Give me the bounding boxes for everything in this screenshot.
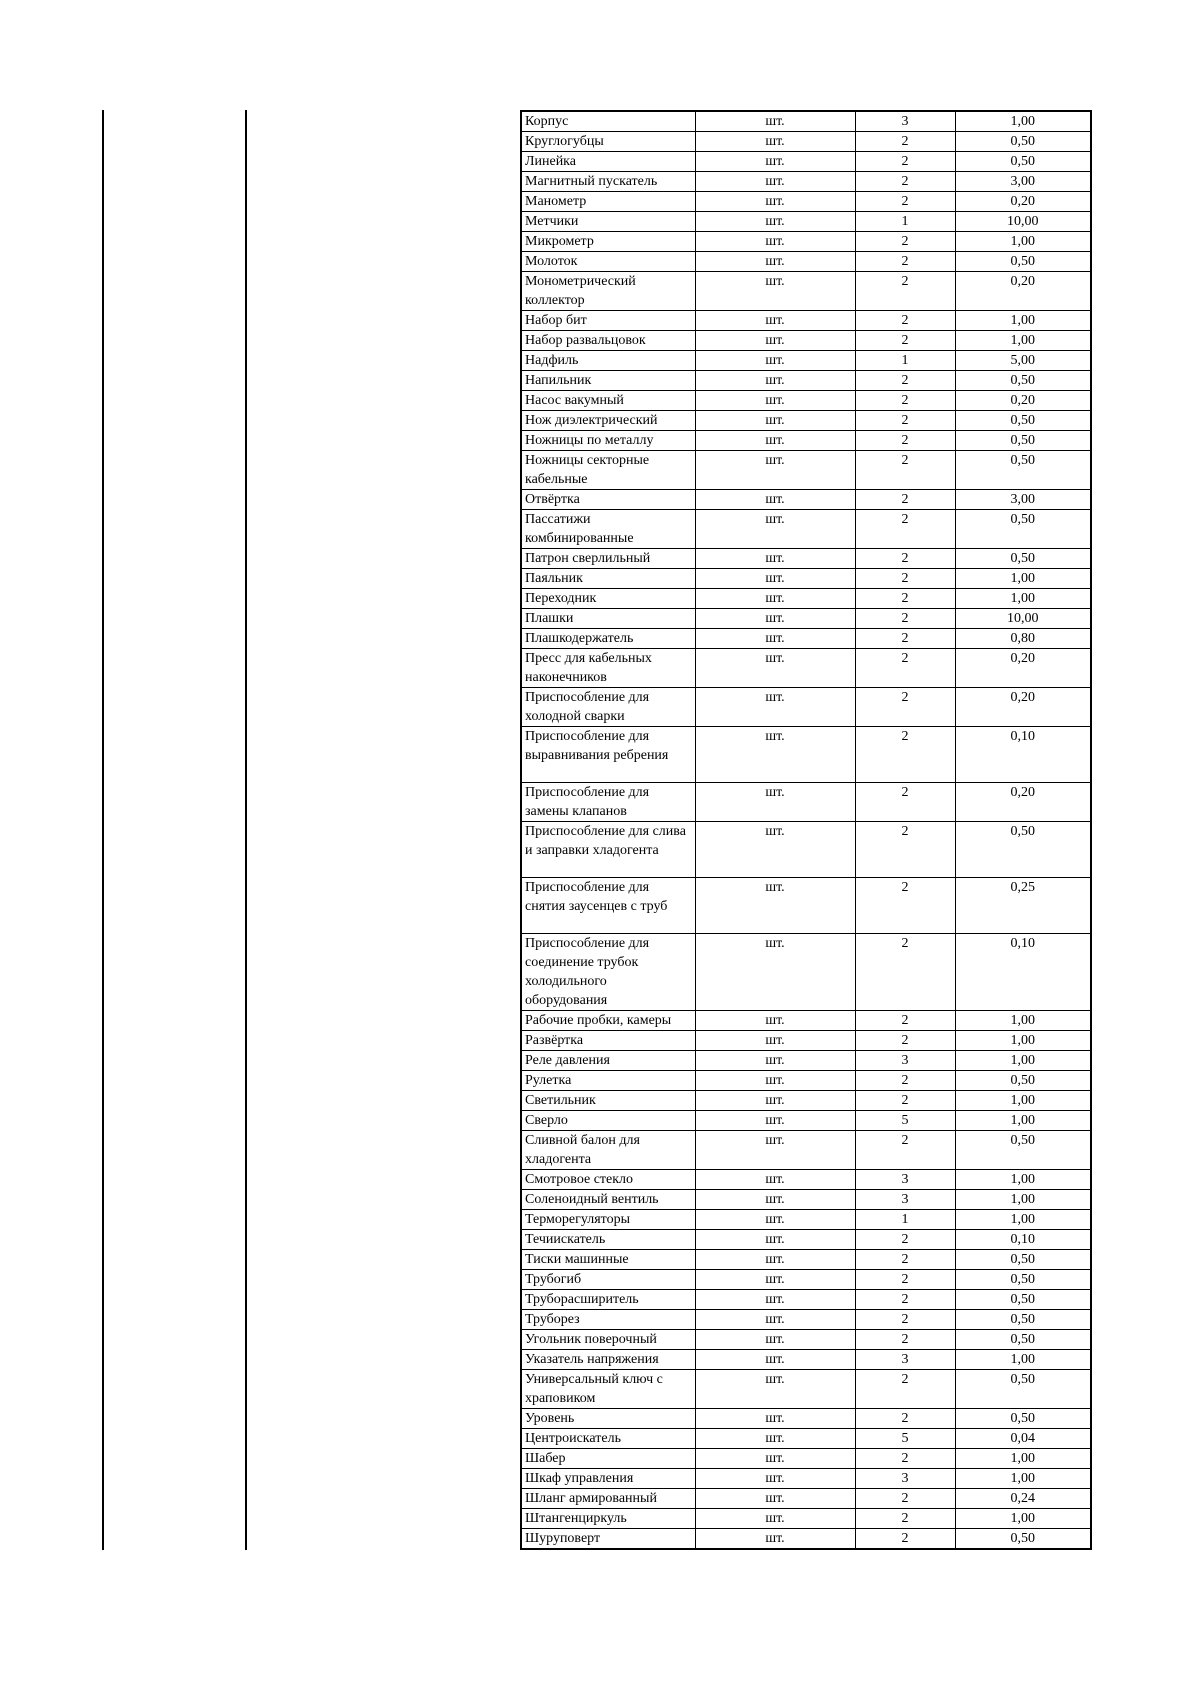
value-cell: 1,00: [955, 1469, 1091, 1489]
quantity-cell: 2: [855, 1270, 955, 1290]
unit-cell: шт.: [695, 934, 855, 1011]
item-name-cell: Угольник поверочный: [521, 1330, 695, 1350]
value-cell: 0,50: [955, 1290, 1091, 1310]
quantity-cell: 2: [855, 569, 955, 589]
value-cell: 1,00: [955, 1190, 1091, 1210]
unit-cell: шт.: [695, 688, 855, 727]
unit-cell: шт.: [695, 1031, 855, 1051]
equipment-table-body: [521, 111, 1091, 1549]
value-cell: 1,00: [955, 331, 1091, 351]
table-row: [521, 371, 1091, 391]
unit-cell: шт.: [695, 1051, 855, 1071]
table-row: [521, 1091, 1091, 1111]
value-cell: 0,20: [955, 783, 1091, 822]
quantity-cell: 2: [855, 1091, 955, 1111]
unit-cell: шт.: [695, 1210, 855, 1230]
value-cell: 1,00: [955, 111, 1091, 132]
quantity-cell: 2: [855, 411, 955, 431]
value-cell: 0,80: [955, 629, 1091, 649]
table-row: [521, 688, 1091, 727]
item-name-cell: Пресс для кабельных наконечников: [521, 649, 695, 688]
item-name-cell: Нож диэлектрический: [521, 411, 695, 431]
value-cell: 1,00: [955, 232, 1091, 252]
quantity-cell: 2: [855, 152, 955, 172]
item-name-cell: Приспособление для снятия заусенцев с труб: [521, 878, 695, 934]
unit-cell: шт.: [695, 252, 855, 272]
table-left-border: [102, 110, 104, 1550]
quantity-cell: 2: [855, 1071, 955, 1091]
quantity-cell: 2: [855, 727, 955, 783]
item-name-cell: Развёртка: [521, 1031, 695, 1051]
table-row: [521, 1489, 1091, 1509]
item-name-cell: Приспособление для замены клапанов: [521, 783, 695, 822]
quantity-cell: 2: [855, 649, 955, 688]
unit-cell: шт.: [695, 172, 855, 192]
table-row: [521, 1290, 1091, 1310]
quantity-cell: 2: [855, 589, 955, 609]
value-cell: 1,00: [955, 1170, 1091, 1190]
table-row: [521, 351, 1091, 371]
unit-cell: шт.: [695, 1469, 855, 1489]
value-cell: 1,00: [955, 1051, 1091, 1071]
quantity-cell: 2: [855, 1509, 955, 1529]
table-row: [521, 192, 1091, 212]
table-row: [521, 1330, 1091, 1350]
quantity-cell: 1: [855, 351, 955, 371]
unit-cell: шт.: [695, 1230, 855, 1250]
unit-cell: шт.: [695, 351, 855, 371]
value-cell: 0,50: [955, 1330, 1091, 1350]
item-name-cell: Течиискатель: [521, 1230, 695, 1250]
unit-cell: шт.: [695, 451, 855, 490]
value-cell: 0,50: [955, 431, 1091, 451]
value-cell: 0,50: [955, 132, 1091, 152]
table-row: [521, 490, 1091, 510]
item-name-cell: Труборасширитель: [521, 1290, 695, 1310]
table-row: [521, 569, 1091, 589]
quantity-cell: 2: [855, 688, 955, 727]
quantity-cell: 2: [855, 232, 955, 252]
unit-cell: шт.: [695, 1131, 855, 1170]
value-cell: 0,50: [955, 371, 1091, 391]
value-cell: 0,50: [955, 1270, 1091, 1290]
item-name-cell: Приспособление для выравнивания ребрения: [521, 727, 695, 783]
unit-cell: шт.: [695, 431, 855, 451]
item-name-cell: Центроискатель: [521, 1429, 695, 1449]
unit-cell: шт.: [695, 1509, 855, 1529]
unit-cell: шт.: [695, 1529, 855, 1550]
item-name-cell: Сверло: [521, 1111, 695, 1131]
unit-cell: шт.: [695, 1170, 855, 1190]
item-name-cell: Уровень: [521, 1409, 695, 1429]
quantity-cell: 2: [855, 331, 955, 351]
table-row: [521, 510, 1091, 549]
unit-cell: шт.: [695, 212, 855, 232]
quantity-cell: 3: [855, 1469, 955, 1489]
table-row: [521, 391, 1091, 411]
table-row: [521, 1071, 1091, 1091]
unit-cell: шт.: [695, 192, 855, 212]
table-row: [521, 934, 1091, 1011]
item-name-cell: Шкаф управления: [521, 1469, 695, 1489]
quantity-cell: 2: [855, 878, 955, 934]
item-name-cell: Магнитный пускатель: [521, 172, 695, 192]
quantity-cell: 2: [855, 1529, 955, 1550]
unit-cell: шт.: [695, 1270, 855, 1290]
item-name-cell: Молоток: [521, 252, 695, 272]
unit-cell: шт.: [695, 331, 855, 351]
table-row: [521, 1250, 1091, 1270]
table-row: [521, 1509, 1091, 1529]
quantity-cell: 2: [855, 1131, 955, 1170]
item-name-cell: Насос вакумный: [521, 391, 695, 411]
value-cell: 1,00: [955, 1011, 1091, 1031]
value-cell: 1,00: [955, 1449, 1091, 1469]
value-cell: 0,10: [955, 727, 1091, 783]
unit-cell: шт.: [695, 1449, 855, 1469]
unit-cell: шт.: [695, 1071, 855, 1091]
quantity-cell: 2: [855, 1489, 955, 1509]
value-cell: 0,50: [955, 510, 1091, 549]
value-cell: 5,00: [955, 351, 1091, 371]
item-name-cell: Соленоидный вентиль: [521, 1190, 695, 1210]
value-cell: 0,20: [955, 272, 1091, 311]
item-name-cell: Монометрический коллектор: [521, 272, 695, 311]
item-name-cell: Плашки: [521, 609, 695, 629]
item-name-cell: Надфиль: [521, 351, 695, 371]
unit-cell: шт.: [695, 490, 855, 510]
quantity-cell: 2: [855, 510, 955, 549]
value-cell: 0,04: [955, 1429, 1091, 1449]
unit-cell: шт.: [695, 1330, 855, 1350]
unit-cell: шт.: [695, 391, 855, 411]
item-name-cell: Универсальный ключ с храповиком: [521, 1370, 695, 1409]
value-cell: 3,00: [955, 172, 1091, 192]
value-cell: 0,24: [955, 1489, 1091, 1509]
table-row: [521, 609, 1091, 629]
quantity-cell: 3: [855, 1190, 955, 1210]
table-row: [521, 1190, 1091, 1210]
item-name-cell: Набор бит: [521, 311, 695, 331]
quantity-cell: 2: [855, 1370, 955, 1409]
quantity-cell: 2: [855, 490, 955, 510]
item-name-cell: Труборез: [521, 1310, 695, 1330]
table-row: [521, 311, 1091, 331]
item-name-cell: Ножницы по металлу: [521, 431, 695, 451]
value-cell: 0,50: [955, 152, 1091, 172]
table-row: [521, 589, 1091, 609]
item-name-cell: Шланг армированный: [521, 1489, 695, 1509]
quantity-cell: 2: [855, 822, 955, 878]
table-column-divider: [245, 110, 247, 1550]
value-cell: 0,50: [955, 1529, 1091, 1550]
unit-cell: шт.: [695, 1011, 855, 1031]
table-row: [521, 1210, 1091, 1230]
item-name-cell: Приспособление для холодной сварки: [521, 688, 695, 727]
item-name-cell: Метчики: [521, 212, 695, 232]
item-name-cell: Светильник: [521, 1091, 695, 1111]
value-cell: 1,00: [955, 1111, 1091, 1131]
unit-cell: шт.: [695, 649, 855, 688]
table-row: [521, 549, 1091, 569]
quantity-cell: 2: [855, 1031, 955, 1051]
unit-cell: шт.: [695, 1350, 855, 1370]
quantity-cell: 2: [855, 1310, 955, 1330]
item-name-cell: Отвёртка: [521, 490, 695, 510]
table-row: [521, 172, 1091, 192]
table-row: [521, 1409, 1091, 1429]
item-name-cell: Корпус: [521, 111, 695, 132]
unit-cell: шт.: [695, 629, 855, 649]
table-row: [521, 1051, 1091, 1071]
unit-cell: шт.: [695, 1091, 855, 1111]
table-row: [521, 212, 1091, 232]
value-cell: 0,50: [955, 549, 1091, 569]
unit-cell: шт.: [695, 152, 855, 172]
item-name-cell: Рабочие пробки, камеры: [521, 1011, 695, 1031]
table-row: [521, 272, 1091, 311]
unit-cell: шт.: [695, 549, 855, 569]
value-cell: 1,00: [955, 1509, 1091, 1529]
quantity-cell: 2: [855, 1230, 955, 1250]
unit-cell: шт.: [695, 311, 855, 331]
unit-cell: шт.: [695, 1290, 855, 1310]
quantity-cell: 5: [855, 1429, 955, 1449]
value-cell: 3,00: [955, 490, 1091, 510]
quantity-cell: 2: [855, 192, 955, 212]
quantity-cell: 2: [855, 1290, 955, 1310]
quantity-cell: 2: [855, 431, 955, 451]
quantity-cell: 1: [855, 1210, 955, 1230]
table-row: [521, 1031, 1091, 1051]
table-row: [521, 1370, 1091, 1409]
table-row: [521, 132, 1091, 152]
quantity-cell: 2: [855, 132, 955, 152]
quantity-cell: 3: [855, 1170, 955, 1190]
value-cell: 1,00: [955, 1091, 1091, 1111]
table-row: [521, 431, 1091, 451]
table-row: [521, 727, 1091, 783]
value-cell: 0,50: [955, 252, 1091, 272]
item-name-cell: Паяльник: [521, 569, 695, 589]
quantity-cell: 2: [855, 549, 955, 569]
unit-cell: шт.: [695, 272, 855, 311]
item-name-cell: Штангенциркуль: [521, 1509, 695, 1529]
item-name-cell: Смотровое стекло: [521, 1170, 695, 1190]
item-name-cell: Сливной балон для хладогента: [521, 1131, 695, 1170]
quantity-cell: 1: [855, 212, 955, 232]
quantity-cell: 2: [855, 1409, 955, 1429]
quantity-cell: 3: [855, 1350, 955, 1370]
table-row: [521, 878, 1091, 934]
quantity-cell: 2: [855, 172, 955, 192]
table-row: [521, 331, 1091, 351]
value-cell: 0,50: [955, 1250, 1091, 1270]
table-row: [521, 1170, 1091, 1190]
table-row: [521, 411, 1091, 431]
table-row: [521, 649, 1091, 688]
quantity-cell: 2: [855, 451, 955, 490]
quantity-cell: 2: [855, 1011, 955, 1031]
unit-cell: шт.: [695, 232, 855, 252]
value-cell: 0,50: [955, 1131, 1091, 1170]
equipment-table: [520, 110, 1092, 1550]
value-cell: 0,50: [955, 822, 1091, 878]
item-name-cell: Набор развальцовок: [521, 331, 695, 351]
table-row: [521, 1529, 1091, 1550]
quantity-cell: 2: [855, 783, 955, 822]
unit-cell: шт.: [695, 510, 855, 549]
value-cell: 0,20: [955, 688, 1091, 727]
table-row: [521, 783, 1091, 822]
item-name-cell: Приспособление для соединение трубок холодильного оборудования: [521, 934, 695, 1011]
value-cell: 1,00: [955, 589, 1091, 609]
quantity-cell: 2: [855, 252, 955, 272]
value-cell: 0,10: [955, 1230, 1091, 1250]
unit-cell: шт.: [695, 822, 855, 878]
table-row: [521, 1310, 1091, 1330]
quantity-cell: 2: [855, 391, 955, 411]
value-cell: 10,00: [955, 212, 1091, 232]
table-row: [521, 1230, 1091, 1250]
unit-cell: шт.: [695, 727, 855, 783]
item-name-cell: Манометр: [521, 192, 695, 212]
item-name-cell: Переходник: [521, 589, 695, 609]
quantity-cell: 3: [855, 1051, 955, 1071]
table-row: [521, 232, 1091, 252]
unit-cell: шт.: [695, 1111, 855, 1131]
value-cell: 1,00: [955, 1031, 1091, 1051]
quantity-cell: 2: [855, 934, 955, 1011]
table-row: [521, 451, 1091, 490]
unit-cell: шт.: [695, 1250, 855, 1270]
item-name-cell: Микрометр: [521, 232, 695, 252]
table-row: [521, 1270, 1091, 1290]
value-cell: 0,50: [955, 411, 1091, 431]
item-name-cell: Шуруповерт: [521, 1529, 695, 1550]
value-cell: 1,00: [955, 569, 1091, 589]
item-name-cell: Ножницы секторные кабельные: [521, 451, 695, 490]
value-cell: 0,50: [955, 1310, 1091, 1330]
unit-cell: шт.: [695, 1190, 855, 1210]
table-row: [521, 629, 1091, 649]
value-cell: 0,50: [955, 1409, 1091, 1429]
item-name-cell: Линейка: [521, 152, 695, 172]
item-name-cell: Шабер: [521, 1449, 695, 1469]
item-name-cell: Указатель напряжения: [521, 1350, 695, 1370]
item-name-cell: Тиски машинные: [521, 1250, 695, 1270]
value-cell: 0,20: [955, 649, 1091, 688]
table-row: [521, 1469, 1091, 1489]
value-cell: 1,00: [955, 1210, 1091, 1230]
value-cell: 0,25: [955, 878, 1091, 934]
item-name-cell: Плашкодержатель: [521, 629, 695, 649]
table-row: [521, 1429, 1091, 1449]
value-cell: 0,20: [955, 192, 1091, 212]
table-row: [521, 1131, 1091, 1170]
unit-cell: шт.: [695, 1409, 855, 1429]
value-cell: 0,10: [955, 934, 1091, 1011]
item-name-cell: Круглогубцы: [521, 132, 695, 152]
value-cell: 1,00: [955, 1350, 1091, 1370]
item-name-cell: Рулетка: [521, 1071, 695, 1091]
quantity-cell: 2: [855, 609, 955, 629]
unit-cell: шт.: [695, 878, 855, 934]
unit-cell: шт.: [695, 111, 855, 132]
unit-cell: шт.: [695, 569, 855, 589]
unit-cell: шт.: [695, 371, 855, 391]
item-name-cell: Патрон сверлильный: [521, 549, 695, 569]
quantity-cell: 2: [855, 272, 955, 311]
quantity-cell: 2: [855, 1330, 955, 1350]
value-cell: 0,50: [955, 1071, 1091, 1091]
quantity-cell: 2: [855, 629, 955, 649]
unit-cell: шт.: [695, 1429, 855, 1449]
table-row: [521, 1449, 1091, 1469]
unit-cell: шт.: [695, 609, 855, 629]
table-row: [521, 822, 1091, 878]
table-row: [521, 252, 1091, 272]
item-name-cell: Терморегуляторы: [521, 1210, 695, 1230]
unit-cell: шт.: [695, 411, 855, 431]
table-row: [521, 152, 1091, 172]
table-row: [521, 111, 1091, 132]
value-cell: 0,50: [955, 1370, 1091, 1409]
unit-cell: шт.: [695, 1370, 855, 1409]
unit-cell: шт.: [695, 783, 855, 822]
item-name-cell: Приспособление для слива и заправки хладогента: [521, 822, 695, 878]
quantity-cell: 2: [855, 311, 955, 331]
item-name-cell: Напильник: [521, 371, 695, 391]
item-name-cell: Трубогиб: [521, 1270, 695, 1290]
quantity-cell: 2: [855, 371, 955, 391]
quantity-cell: 3: [855, 111, 955, 132]
table-row: [521, 1111, 1091, 1131]
table-row: [521, 1011, 1091, 1031]
value-cell: 10,00: [955, 609, 1091, 629]
quantity-cell: 2: [855, 1449, 955, 1469]
unit-cell: шт.: [695, 589, 855, 609]
unit-cell: шт.: [695, 1310, 855, 1330]
value-cell: 1,00: [955, 311, 1091, 331]
unit-cell: шт.: [695, 1489, 855, 1509]
value-cell: 0,50: [955, 451, 1091, 490]
item-name-cell: Реле давления: [521, 1051, 695, 1071]
table-row: [521, 1350, 1091, 1370]
item-name-cell: Пассатижи комбинированные: [521, 510, 695, 549]
quantity-cell: 2: [855, 1250, 955, 1270]
value-cell: 0,20: [955, 391, 1091, 411]
quantity-cell: 5: [855, 1111, 955, 1131]
unit-cell: шт.: [695, 132, 855, 152]
